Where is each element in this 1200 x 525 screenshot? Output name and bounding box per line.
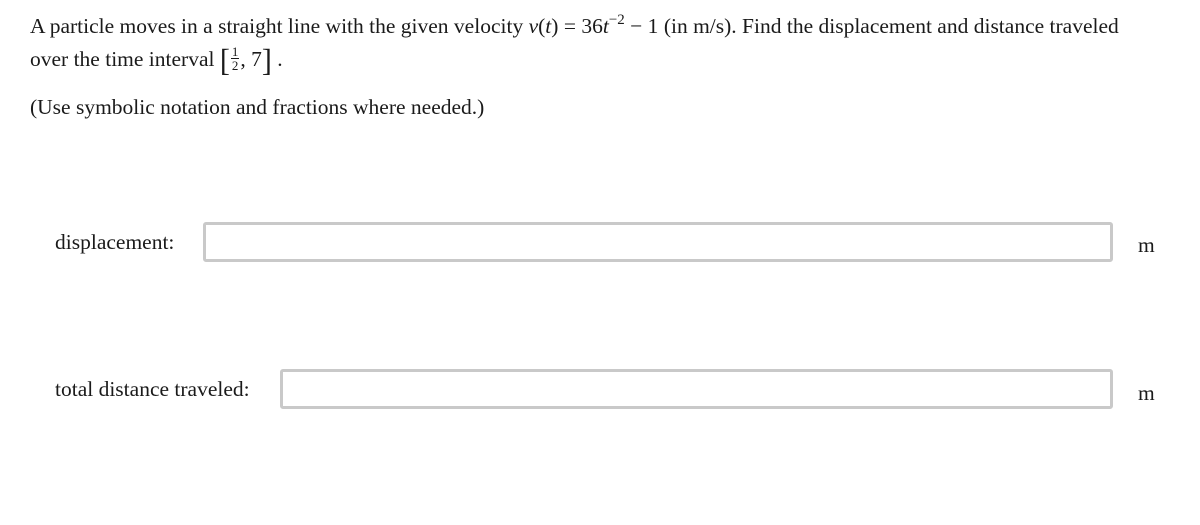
interval-start-fraction [231,45,240,72]
velocity-exponent: −2 [608,12,625,28]
interval-separator: , [240,47,252,71]
exponent-base-variable: t [602,14,609,38]
instruction-note: (Use symbolic notation and fractions where needed.) [30,95,485,119]
velocity-variable: t [545,14,552,38]
problem-line-2 [30,43,1195,77]
problem-intro: A particle moves in a straight line with the given velocity [30,14,529,38]
velocity-equals-coefficient: = 36 [558,14,603,38]
displacement-unit: m [1138,233,1155,257]
problem-statement [30,10,1195,124]
interval-left-bracket: [ [219,43,230,78]
interval-right-bracket: ] [261,43,272,78]
velocity-function-name: v [528,14,539,38]
interval-end: 7 [251,47,262,71]
displacement-input[interactable] [203,222,1113,262]
distance-label: total distance traveled: [55,377,250,401]
distance-unit: m [1138,381,1155,405]
velocity-constant-term: − 1 [624,14,659,38]
fraction-denominator: 2 [231,58,239,73]
fraction-numerator: 1 [231,44,239,59]
total-distance-input[interactable] [280,369,1113,409]
interval-prefix: over the time interval [30,47,220,71]
problem-after-formula: (in m/s). Find the displacement and distance traveled [658,14,1119,38]
interval-suffix: . [271,47,283,71]
problem-line-1: A particle moves in a straight line with the given velocity $v(t) = 36t^{-2} - 1$ (in m/s). Find the displacement and distance traveled [30,12,1119,38]
displacement-label: displacement: [55,230,175,254]
